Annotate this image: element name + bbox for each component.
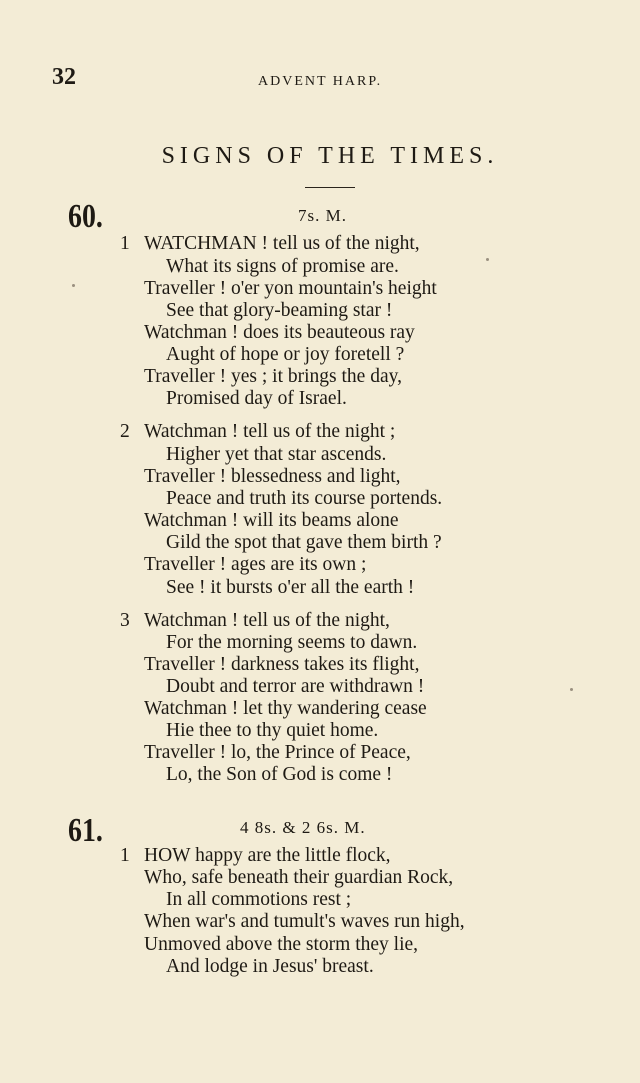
paper-speck (72, 284, 75, 287)
hymn-line: Watchman ! tell us of the night ; (144, 421, 396, 442)
hymn-line: Gild the spot that gave them birth ? (166, 532, 442, 553)
hymn-number: 60. (68, 198, 103, 235)
hymn-line: Traveller ! yes ; it brings the day, (144, 366, 402, 387)
hymn-line: Traveller ! lo, the Prince of Peace, (144, 742, 411, 763)
hymn-line: Traveller ! o'er yon mountain's height (144, 278, 437, 299)
hymn-line: What its signs of promise are. (166, 256, 399, 277)
verse-number: 3 (120, 610, 130, 631)
hymn-line: For the morning seems to dawn. (166, 632, 418, 653)
title-rule (305, 187, 355, 188)
hymn-meter: 7s. M. (298, 206, 347, 225)
hymn-line: Aught of hope or joy foretell ? (166, 344, 405, 365)
hymn-number: 61. (68, 812, 103, 849)
hymn-line: Watchman ! will its beams alone (144, 510, 399, 531)
hymn-line: Who, safe beneath their guardian Rock, (144, 867, 454, 888)
hymn-line: WATCHMAN ! tell us of the night, (144, 233, 420, 254)
hymn-line: When war's and tumult's waves run high, (144, 911, 465, 932)
verse-number: 1 (120, 233, 130, 254)
hymn-line: Watchman ! does its beauteous ray (144, 322, 415, 343)
hymn-line: And lodge in Jesus' breast. (166, 956, 374, 977)
hymn-line: Doubt and terror are withdrawn ! (166, 676, 425, 697)
hymn-line: Traveller ! darkness takes its flight, (144, 654, 420, 675)
hymn-line: Peace and truth its course portends. (166, 488, 443, 509)
running-head: ADVENT HARP. (258, 74, 383, 89)
hymn-line: Traveller ! ages are its own ; (144, 554, 367, 575)
hymn-line: See that glory-beaming star ! (166, 300, 393, 321)
section-title: SIGNS OF THE TIMES. (161, 143, 499, 169)
hymn-line: Promised day of Israel. (166, 388, 347, 409)
verse-number: 2 (120, 421, 130, 442)
hymn-line: Traveller ! blessedness and light, (144, 466, 401, 487)
hymn-line: Higher yet that star ascends. (166, 444, 387, 465)
hymn-line: Unmoved above the storm they lie, (144, 934, 419, 955)
paper-speck (486, 258, 489, 261)
hymn-line: Watchman ! let thy wandering cease (144, 698, 427, 719)
hymn-line: HOW happy are the little flock, (144, 845, 391, 866)
hymn-line: Hie thee to thy quiet home. (166, 720, 379, 741)
page-number: 32 (52, 64, 76, 90)
hymn-line: See ! it bursts o'er all the earth ! (166, 577, 415, 598)
paper-speck (570, 688, 573, 691)
verse-number: 1 (120, 845, 130, 866)
hymn-line: Watchman ! tell us of the night, (144, 610, 390, 631)
hymn-line: Lo, the Son of God is come ! (166, 764, 393, 785)
hymn-meter: 4 8s. & 2 6s. M. (240, 818, 366, 837)
hymn-line: In all commotions rest ; (166, 889, 352, 910)
